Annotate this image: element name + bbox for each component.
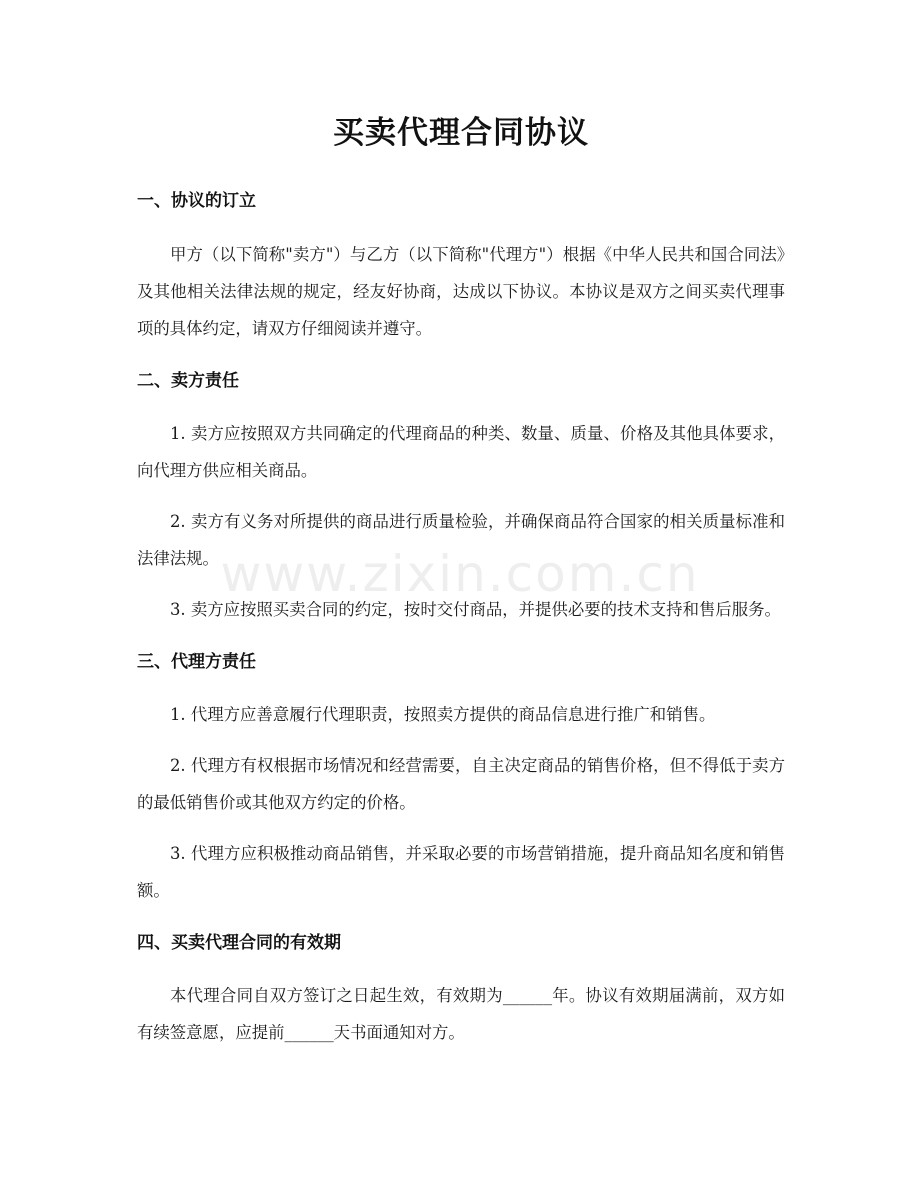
- document-title: 买卖代理合同协议: [333, 115, 589, 151]
- paragraph-agent-duty-2: 2. 代理方有权根据市场情况和经营需要，自主决定商品的销售价格，但不得低于卖方的最低销售价或其他双方约定的价格。: [137, 756, 785, 812]
- section-heading-agreement-formation: 一、协议的订立: [137, 191, 256, 211]
- section-heading-agent-duties: 三、代理方责任: [137, 652, 256, 672]
- watermark: www.zixin.com.cn: [220, 545, 700, 603]
- paragraph-seller-duty-2: 2. 卖方有义务对所提供的商品进行质量检验，并确保商品符合国家的相关质量标准和法律法规。: [137, 512, 785, 568]
- section-heading-contract-term: 四、买卖代理合同的有效期: [137, 933, 341, 953]
- paragraph-contract-term: 本代理合同自双方签订之日起生效，有效期为______年。协议有效期届满前，双方如有续签意愿，应提前______天书面通知对方。: [137, 986, 785, 1042]
- section-heading-seller-duties: 二、卖方责任: [137, 371, 239, 391]
- paragraph-agent-duty-1: 1. 代理方应善意履行代理职责，按照卖方提供的商品信息进行推广和销售。: [170, 705, 716, 724]
- paragraph-agent-duty-3: 3. 代理方应积极推动商品销售，并采取必要的市场营销措施，提升商品知名度和销售额。: [137, 844, 785, 900]
- paragraph-agreement-intro: 甲方（以下简称"卖方"）与乙方（以下简称"代理方"）根据《中华人民共和国合同法》及其他相关法律法规的规定，经友好协商，达成以下协议。本协议是双方之间买卖代理事项的具体约定，请双方仔细阅读并遵守。: [137, 245, 785, 338]
- paragraph-seller-duty-3: 3. 卖方应按照买卖合同的约定，按时交付商品，并提供必要的技术支持和售后服务。: [170, 600, 781, 619]
- paragraph-seller-duty-1: 1. 卖方应按照双方共同确定的代理商品的种类、数量、质量、价格及其他具体要求，向代理方供应相关商品。: [137, 424, 785, 480]
